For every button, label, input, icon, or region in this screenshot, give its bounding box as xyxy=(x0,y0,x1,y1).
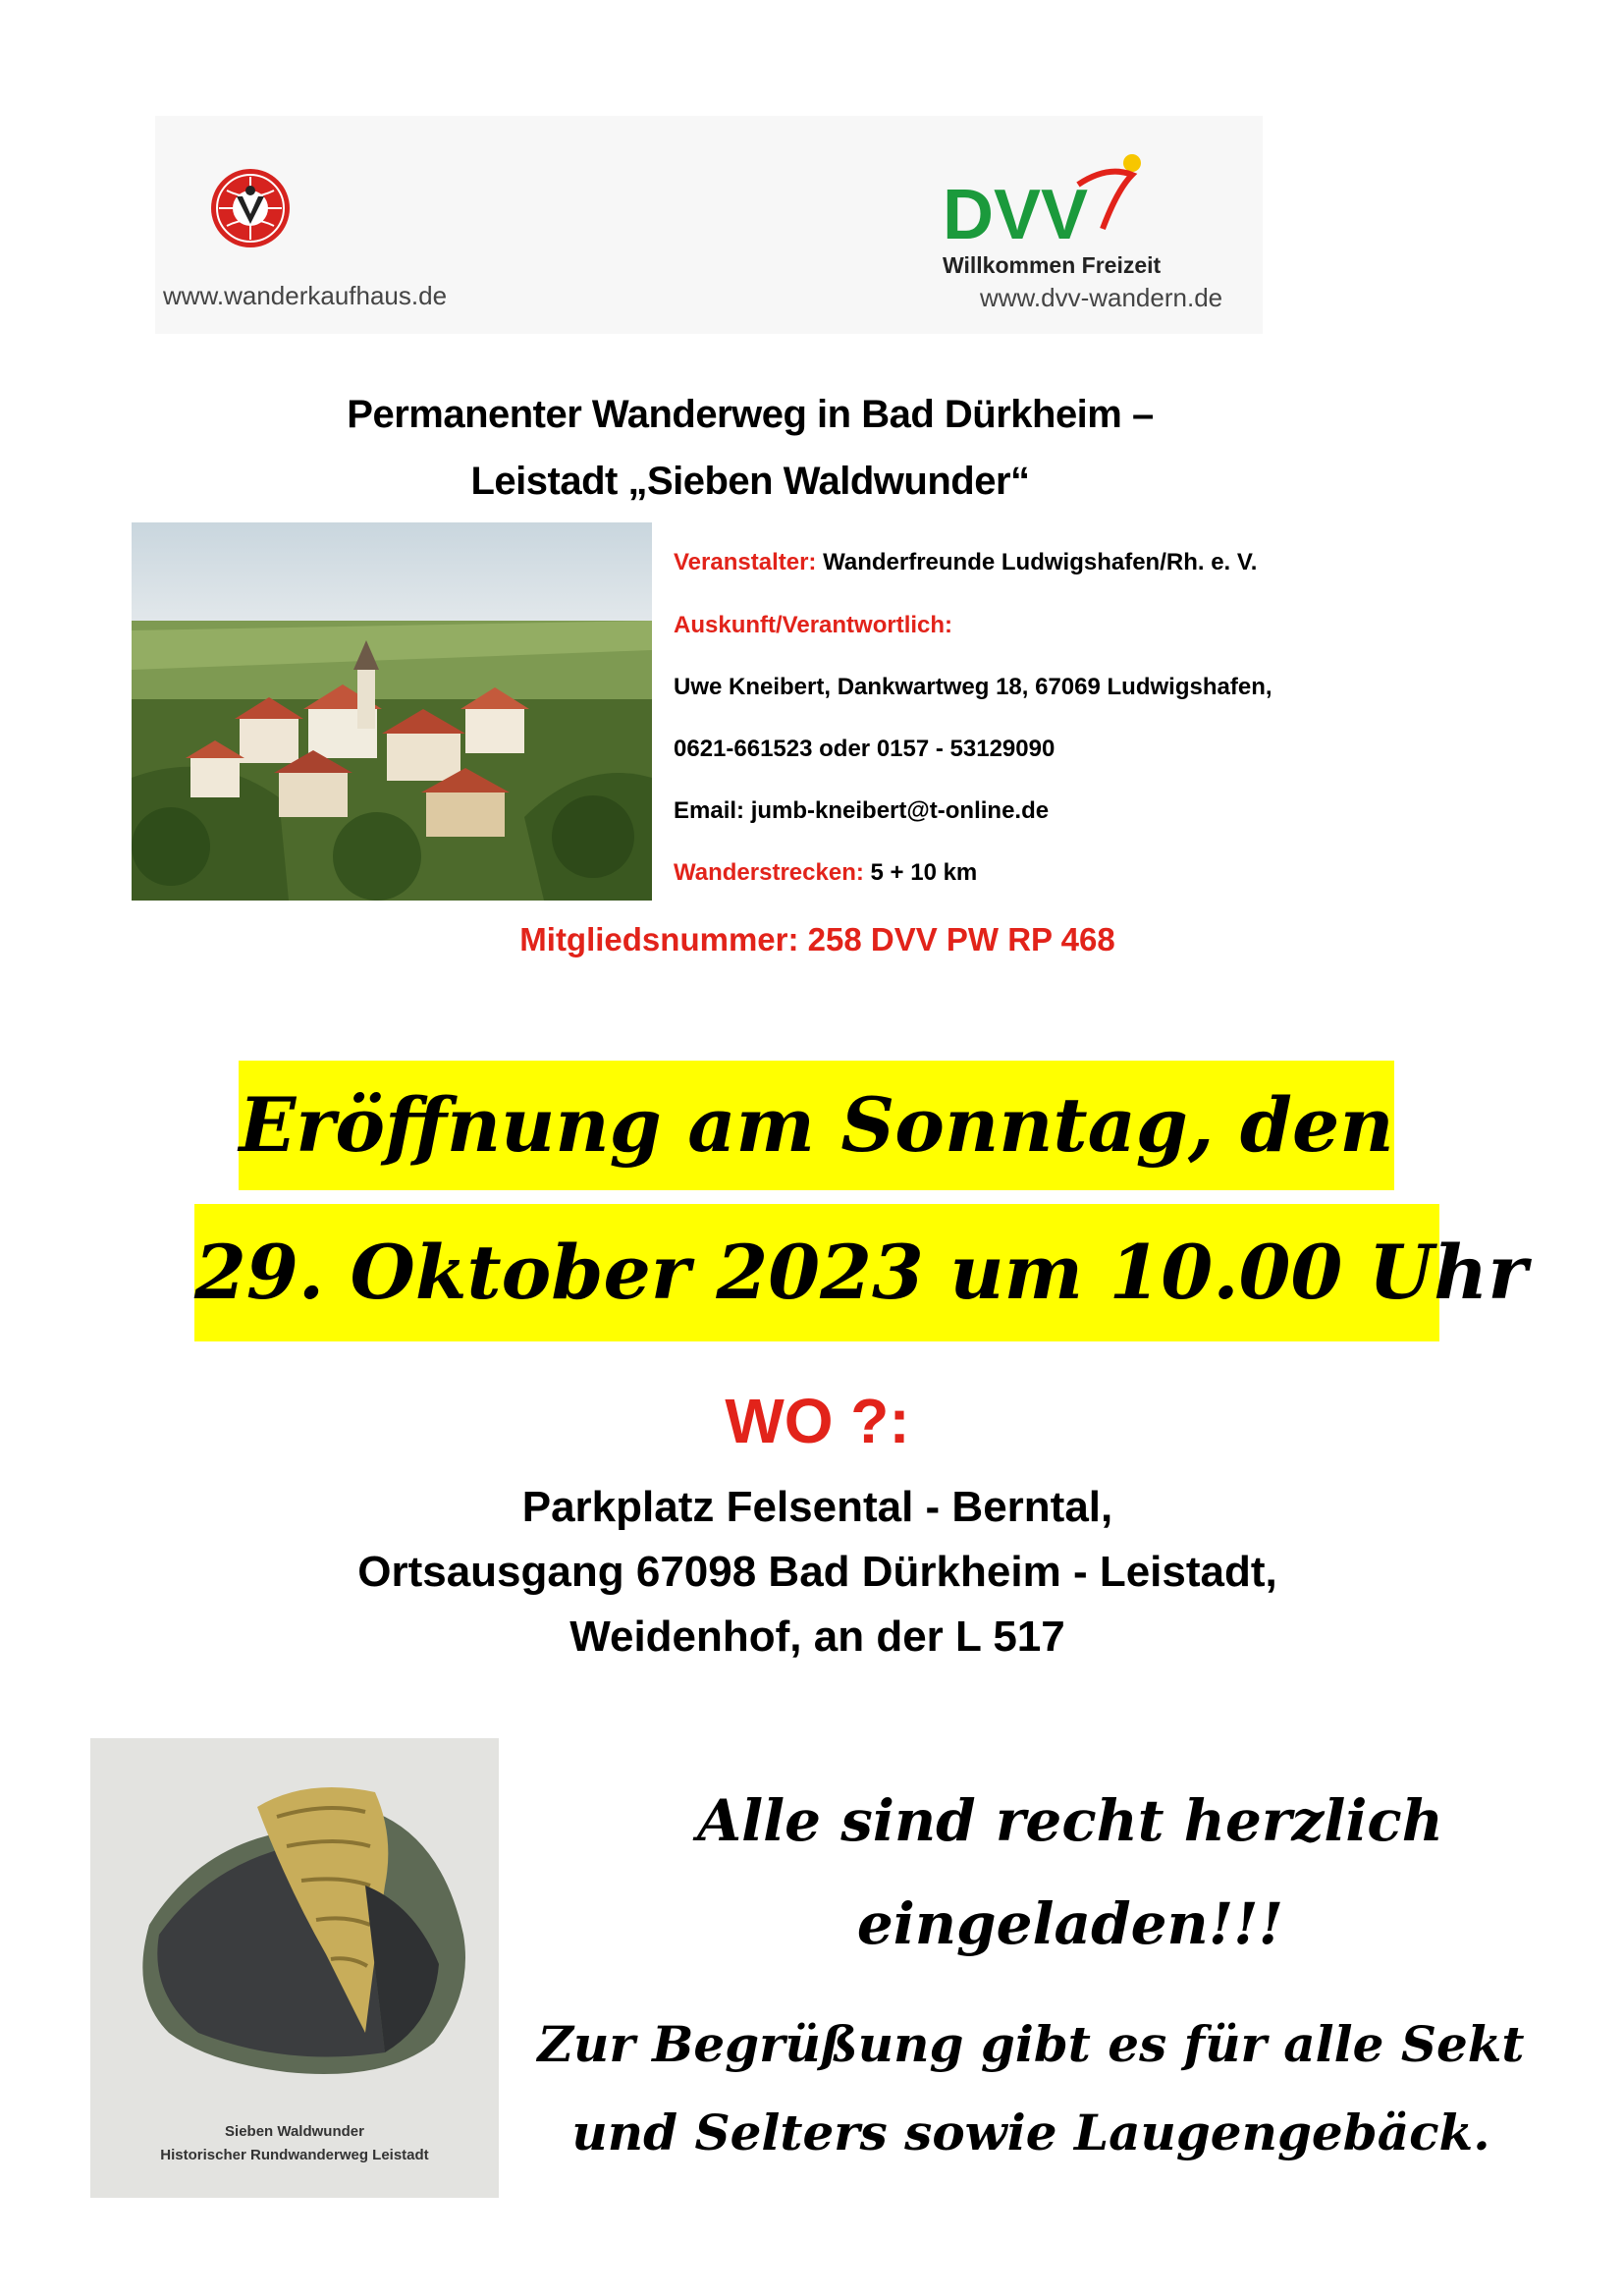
dvv-url: www.dvv-wandern.de xyxy=(980,283,1223,312)
greeting-line2: und Selters sowie Laugengebäck. xyxy=(571,2104,1490,2161)
opening-line1: Eröffnung am Sonntag, den xyxy=(239,1061,1394,1190)
page-title-line1: Permanenter Wanderweg in Bad Dürkheim – xyxy=(347,393,1154,436)
greeting-line1: Zur Begrüßung gibt es für alle Sekt xyxy=(537,2015,1525,2073)
svg-text:Willkommen Freizeit: Willkommen Freizeit xyxy=(943,252,1162,278)
organizer-label: Veranstalter: xyxy=(674,549,817,575)
opening-line2: 29. Oktober 2023 um 10.00 Uhr xyxy=(194,1204,1439,1341)
contact-phone: 0621-661523 oder 0157 - 53129090 xyxy=(674,736,1056,762)
svg-text:DVV: DVV xyxy=(943,176,1089,254)
wanderkaufhaus-url: www.wanderkaufhaus.de xyxy=(162,281,448,310)
location-line3: Weidenhof, an der L 517 xyxy=(569,1613,1065,1661)
logo-banner xyxy=(155,116,1263,334)
village-photo xyxy=(132,522,652,901)
contact-label: Auskunft/Verantwortlich: xyxy=(674,612,953,638)
sieben-waldwunder-logo xyxy=(90,1738,499,2198)
ivv-emblem-icon xyxy=(209,167,292,249)
rock-emblem-icon xyxy=(90,1738,499,2121)
invitation-line2: eingeladen!!! xyxy=(856,1890,1284,1957)
distances-line xyxy=(674,859,977,887)
rock-caption-1: Sieben Waldwunder xyxy=(225,2123,364,2140)
contact-email: Email: jumb-kneibert@t-online.de xyxy=(674,797,1050,824)
invitation-line1: Alle sind recht herzlich xyxy=(697,1787,1443,1854)
member-number: Mitgliedsnummer: 258 DVV PW RP 468 xyxy=(519,921,1115,957)
organizer-value: Wanderfreunde Ludwigshafen/Rh. e. V. xyxy=(823,549,1258,575)
page-title-line2: Leistadt „Sieben Waldwunder“ xyxy=(470,460,1030,503)
contact-address: Uwe Kneibert, Dankwartweg 18, 67069 Ludwigshafen, xyxy=(674,674,1272,700)
location-line1: Parkplatz Felsental - Berntal, xyxy=(521,1483,1113,1531)
rock-caption-2: Historischer Rundwanderweg Leistadt xyxy=(160,2147,429,2163)
organizer-line xyxy=(674,549,1257,576)
distances-label: Wanderstrecken: xyxy=(674,859,864,886)
location-line2: Ortsausgang 67098 Bad Dürkheim - Leistadt, xyxy=(357,1548,1277,1596)
distances-value: 5 + 10 km xyxy=(870,859,978,886)
dvv-logo-icon xyxy=(921,145,1166,293)
location-heading: WO ?: xyxy=(725,1386,910,1456)
